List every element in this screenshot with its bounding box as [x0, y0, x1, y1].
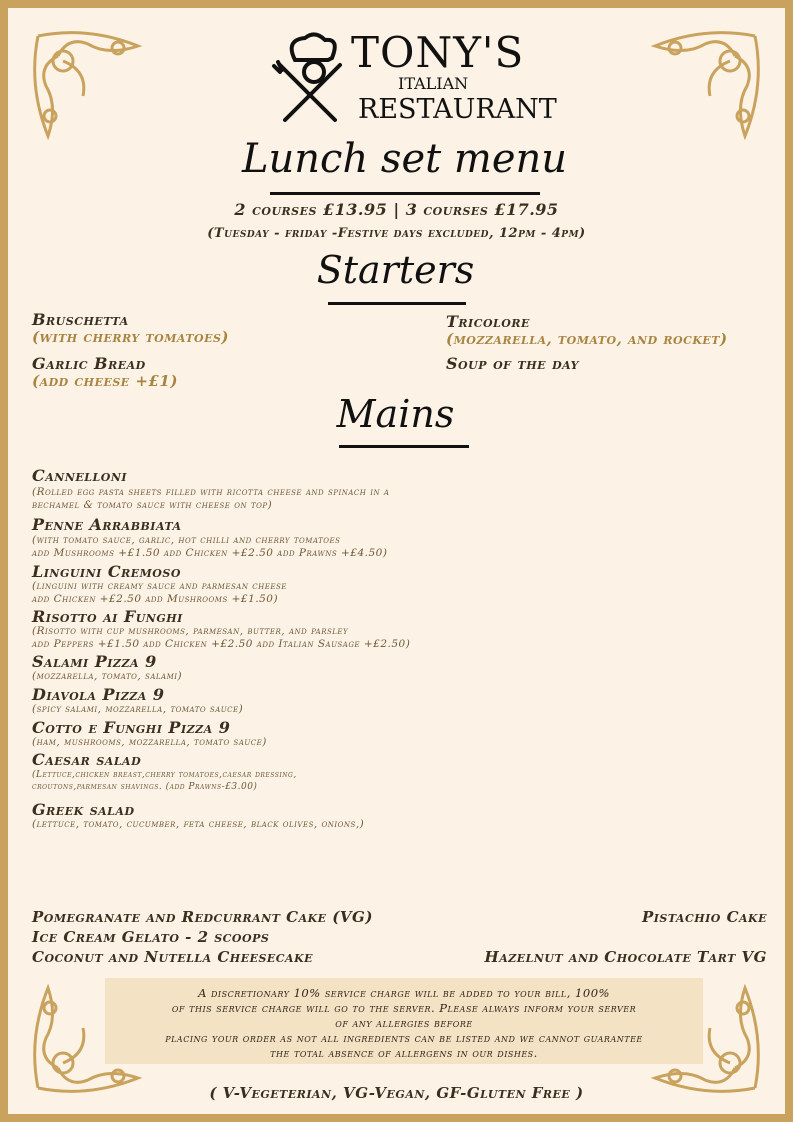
- menu-title: Lunch set menu: [241, 136, 568, 182]
- main-item-desc: add Mushrooms +£1.50 add Chicken +£2.50 add Prawns +£4.50): [32, 547, 388, 559]
- starter-desc: (with cherry tomatoes): [32, 328, 230, 346]
- chef-fork-knife-logo-icon: [270, 30, 350, 130]
- starter-name: Tricolore: [446, 312, 530, 331]
- main-item-name: Risotto ai Funghi: [32, 607, 183, 626]
- brand-name: TONY'S: [351, 28, 525, 77]
- notice-line: placing your order as not all ingredients can be listed and we cannot guarantee: [165, 1031, 643, 1045]
- notice-line: A discretionary 10% service charge will be added to your bill, 100%: [198, 986, 610, 1000]
- main-item-name: Salami Pizza 9: [32, 652, 157, 671]
- main-item-desc: croutons,parmesan shavings. (add Prawns-£3.00): [32, 782, 258, 792]
- dessert-item: Ice Cream Gelato - 2 scoops: [32, 928, 270, 946]
- title-underline: [270, 192, 540, 195]
- main-item-desc: (linguini with creamy sauce and parmesan cheese: [32, 580, 287, 592]
- starters-heading: Starters: [316, 248, 475, 292]
- main-item-desc: (lettuce, tomato, cucumber, feta cheese, black olives, onions,): [32, 818, 365, 830]
- main-item-name: Caesar salad: [32, 750, 142, 769]
- main-item-desc: add Chicken +£2.50 add Mushrooms +£1.50): [32, 593, 279, 605]
- corner-flourish-icon: [640, 26, 765, 151]
- availability-line: (Tuesday - friday -Festive days excluded, 12pm - 4pm): [207, 226, 586, 241]
- main-item-desc: (ham, mushrooms, mozzarella, tomato sauce): [32, 736, 267, 748]
- main-item-name: Greek salad: [32, 800, 135, 819]
- dessert-item: Hazelnut and Chocolate Tart VG: [484, 948, 767, 966]
- brand-subtitle: ITALIAN: [398, 74, 469, 93]
- main-item-desc: bechamel & tomato sauce with cheese on top): [32, 499, 273, 511]
- starter-name: Garlic Bread: [32, 354, 146, 373]
- main-item-desc: add Peppers +£1.50 add Chicken +£2.50 add Italian Sausage +£2.50): [32, 638, 411, 650]
- main-item-name: Linguini Cremoso: [32, 562, 181, 581]
- dessert-item: Coconut and Nutella Cheesecake: [32, 948, 314, 966]
- dessert-item: Pomegranate and Redcurrant Cake (VG): [32, 908, 373, 926]
- service-charge-notice: [105, 978, 703, 1064]
- mains-underline: [339, 445, 469, 448]
- main-item-name: Penne Arrabbiata: [32, 515, 182, 534]
- dessert-item: Pistachio Cake: [641, 908, 767, 926]
- main-item-desc: (Risotto with cup mushrooms, parmesan, butter, and parsley: [32, 625, 349, 637]
- main-item-desc: (mozzarella, tomato, salami): [32, 670, 183, 682]
- main-item-name: Cotto e Funghi Pizza 9: [32, 718, 231, 737]
- starter-desc: (mozzarella, tomato, and rocket): [446, 330, 728, 348]
- corner-flourish-icon: [28, 26, 153, 151]
- main-item-desc: (spicy salami, mozzarella, tomato sauce): [32, 703, 244, 715]
- diet-legend: ( V-Vegeterian, VG-Vegan, GF-Gluten Free ): [209, 1084, 584, 1102]
- brand-restaurant: RESTAURANT: [358, 94, 557, 125]
- notice-line: the total absence of allergens in our dishes.: [270, 1046, 538, 1060]
- starter-name: Bruschetta: [32, 310, 129, 329]
- main-item-name: Cannelloni: [32, 466, 128, 485]
- starter-desc: (add cheese +£1): [32, 372, 178, 390]
- notice-line: of any allergies before: [335, 1016, 473, 1030]
- starters-underline: [328, 302, 466, 305]
- price-line: 2 courses £13.95 | 3 courses £17.95: [234, 200, 559, 219]
- main-item-desc: (Rolled egg pasta sheets filled with ricotta cheese and spinach in a: [32, 486, 390, 498]
- main-item-desc: (with tomato sauce, garlic, hot chilli and cherry tomatoes: [32, 534, 341, 546]
- starter-name: Soup of the day: [446, 354, 579, 373]
- mains-heading: Mains: [336, 392, 455, 436]
- main-item-desc: (Lettuce,chicken breast,cherry tomatoes,caesar dressing,: [32, 770, 297, 780]
- notice-line: of this service charge will go to the server. Please always inform your server: [171, 1001, 637, 1015]
- main-item-name: Diavola Pizza 9: [32, 685, 165, 704]
